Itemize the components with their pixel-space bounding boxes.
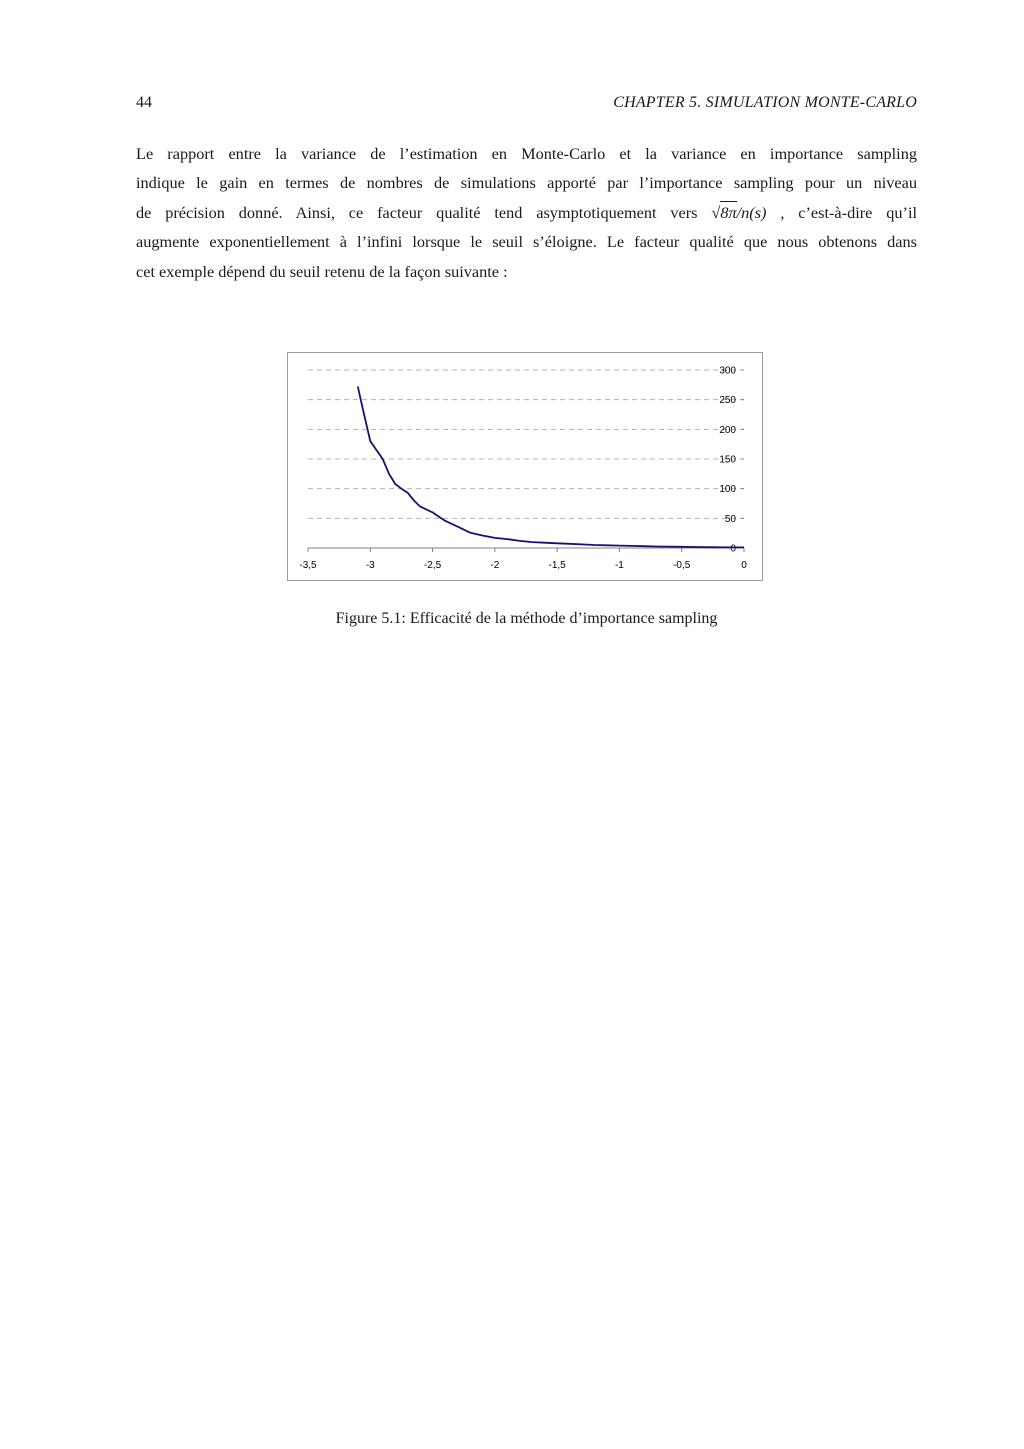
paragraph-line-3-start: de précision donné. Ainsi, ce facteur qualité tend asymptotiquement vers — [136, 202, 712, 222]
paragraph-line-3 — [136, 198, 917, 227]
x-tick-label: 0 — [741, 560, 747, 571]
x-tick-label: -1,5 — [548, 560, 566, 571]
series-line — [358, 387, 744, 548]
sqrt-content: 8π — [720, 202, 737, 222]
chart-svg — [288, 353, 764, 582]
body-paragraph — [136, 139, 917, 286]
paragraph-line-2: indique le gain en termes de nombres de simulations apporté par l’importance sampling pour un niveau — [136, 173, 917, 193]
page-header — [136, 94, 917, 116]
x-tick-label: -3,5 — [299, 560, 317, 571]
x-tick-label: -0,5 — [673, 560, 691, 571]
page-number: 44 — [136, 94, 152, 111]
y-tick-label: 250 — [719, 395, 736, 407]
sqrt-symbol: √ — [711, 202, 721, 222]
x-tick-label: -2,5 — [423, 560, 442, 571]
paragraph-line-1: Le rapport entre la variance de l’estimation en Monte-Carlo et la variance en importance sampling — [136, 144, 917, 163]
y-tick-label: 300 — [719, 365, 736, 377]
x-tick-label: -1 — [614, 560, 624, 571]
efficiency-chart — [287, 352, 763, 581]
y-tick-label: 50 — [724, 513, 736, 525]
y-tick-label: 150 — [719, 454, 736, 466]
figure-caption: Figure 5.1: Efficacité de la méthode d’importance sampling — [335, 610, 718, 627]
x-tick-label: -3 — [365, 560, 375, 571]
paragraph-line-3-end: , c’est-à-dire qu’il — [766, 202, 917, 222]
paragraph-line-5: cet exemple dépend du seuil retenu de la façon suivante : — [136, 261, 508, 281]
paragraph-line-4: augmente exponentiellement à l’infini lorsque le seuil s’éloigne. Le facteur qualité que nous obtenons dans — [136, 232, 917, 252]
y-tick-label: 100 — [719, 484, 736, 496]
y-tick-label: 200 — [719, 424, 736, 436]
math-expression — [711, 201, 766, 222]
math-rest: /n(s) — [736, 202, 767, 222]
chapter-title: CHAPTER 5. SIMULATION MONTE-CARLO — [613, 94, 917, 111]
y-tick-label: 0 — [730, 543, 736, 555]
x-tick-label: -2 — [490, 560, 500, 571]
